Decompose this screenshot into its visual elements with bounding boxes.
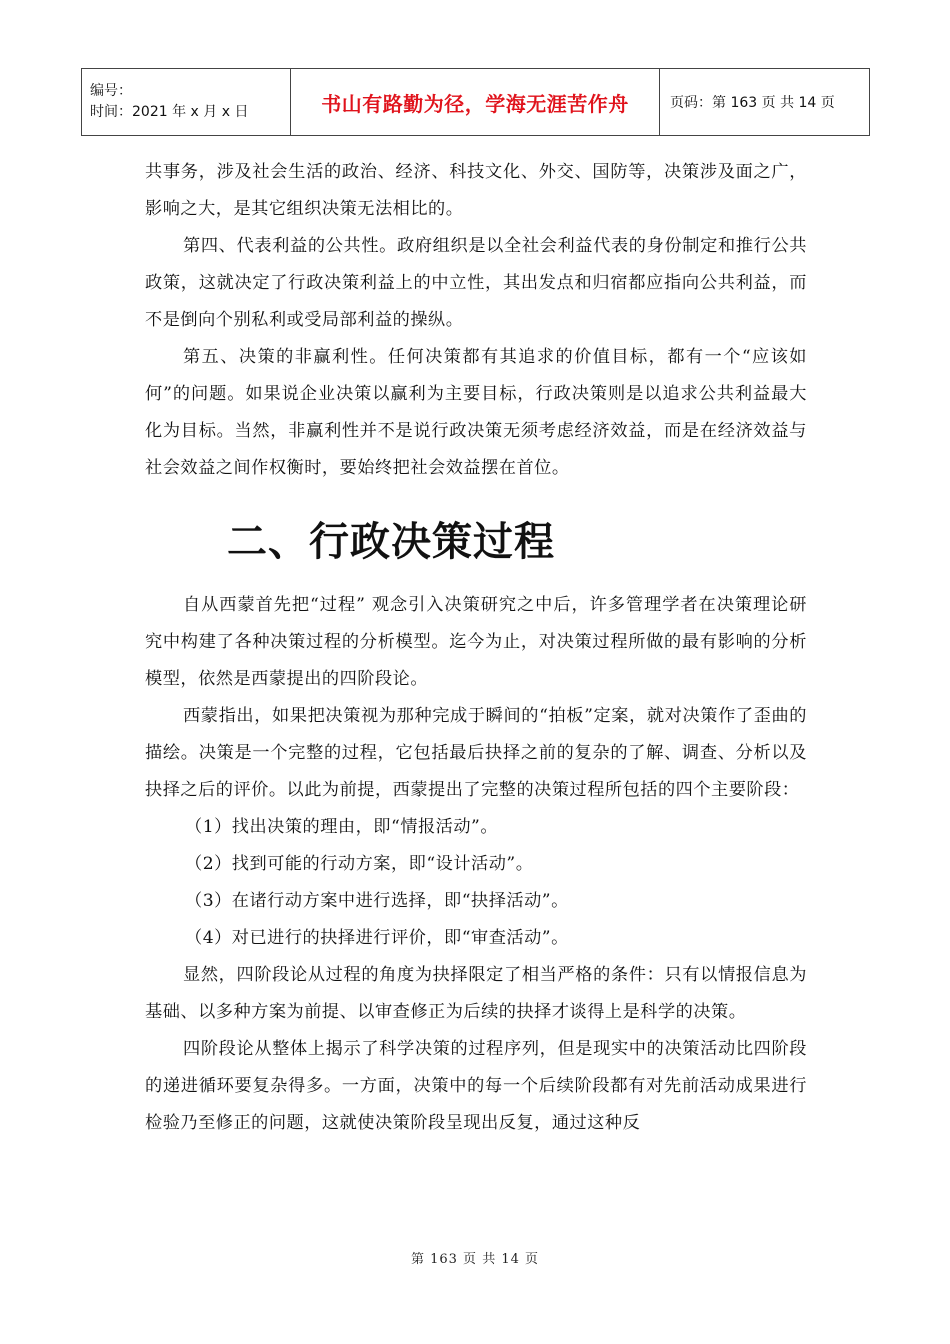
header-meta-cell (82, 69, 291, 136)
paragraph-simon-view: 西蒙指出，如果把决策视为那种完成于瞬间的“拍板”定案，就对决策作了歪曲的描绘。决策是一个完整的过程，它包括最后抉择之前的复杂的了解、调查、分析以及抉择之后的评价。以此为前提，西蒙提出了完整的决策过程所包括的四个主要阶段： (145, 706, 807, 800)
paragraph-simon-intro: 自从西蒙首先把“过程” 观念引入决策研究之中后，许多管理学者在决策理论研究中构建了各种决策过程的分析模型。迄今为止，对决策过程所做的最有影响的分析模型，依然是西蒙提出的四阶段论。 (145, 595, 807, 689)
list-item: （4）对已进行的抉择进行评价，即“审查活动”。 (185, 928, 569, 948)
header-table (81, 68, 870, 136)
paragraph-continuation: 共事务，涉及社会生活的政治、经济、科技文化、外交、国防等，决策涉及面之广，影响之大，是其它组织决策无法相比的。 (145, 162, 807, 219)
paragraph-complexity: 四阶段论从整体上揭示了科学决策的过程序列，但是现实中的决策活动比四阶段的递进循环要复杂得多。一方面，决策中的每一个后续阶段都有对先前活动成果进行检验乃至修正的问题，这就使决策阶段呈现出反复，通过这种反 (145, 1039, 807, 1133)
list-item: （3）在诸行动方案中进行选择，即“抉择活动”。 (185, 891, 569, 911)
document-body (145, 154, 807, 1142)
list-item: （1）找出决策的理由，即“情报活动”。 (185, 817, 499, 837)
document-number-label: 编号： (90, 83, 132, 99)
document-date-label: 时间：2021 年 x 月 x 日 (90, 104, 249, 120)
page-footer: 第 163 页 共 14 页 (410, 1252, 540, 1267)
header-page-label: 页码：第 163 页 共 14 页 (660, 69, 870, 136)
section-heading: 二、行政决策过程 (227, 519, 555, 565)
header-motto: 书山有路勤为径，学海无涯苦作舟 (291, 69, 660, 136)
paragraph-fourth-feature: 第四、代表利益的公共性。政府组织是以全社会利益代表的身份制定和推行公共政策，这就决定了行政决策利益上的中立性，其出发点和归宿都应指向公共利益，而不是倒向个别私利或受局部利益的操纵。 (145, 236, 807, 330)
paragraph-conclusion: 显然，四阶段论从过程的角度为抉择限定了相当严格的条件：只有以情报信息为基础、以多种方案为前提、以审查修正为后续的抉择才谈得上是科学的决策。 (145, 965, 807, 1022)
list-item: （2）找到可能的行动方案，即“设计活动”。 (185, 854, 534, 874)
paragraph-fifth-feature: 第五、决策的非赢利性。任何决策都有其追求的价值目标，都有一个“应该如何”的问题。如果说企业决策以赢利为主要目标，行政决策则是以追求公共利益最大化为目标。当然，非赢利性并不是说行政决策无须考虑经济效益，而是在经济效益与社会效益之间作权衡时，要始终把社会效益摆在首位。 (145, 347, 807, 478)
